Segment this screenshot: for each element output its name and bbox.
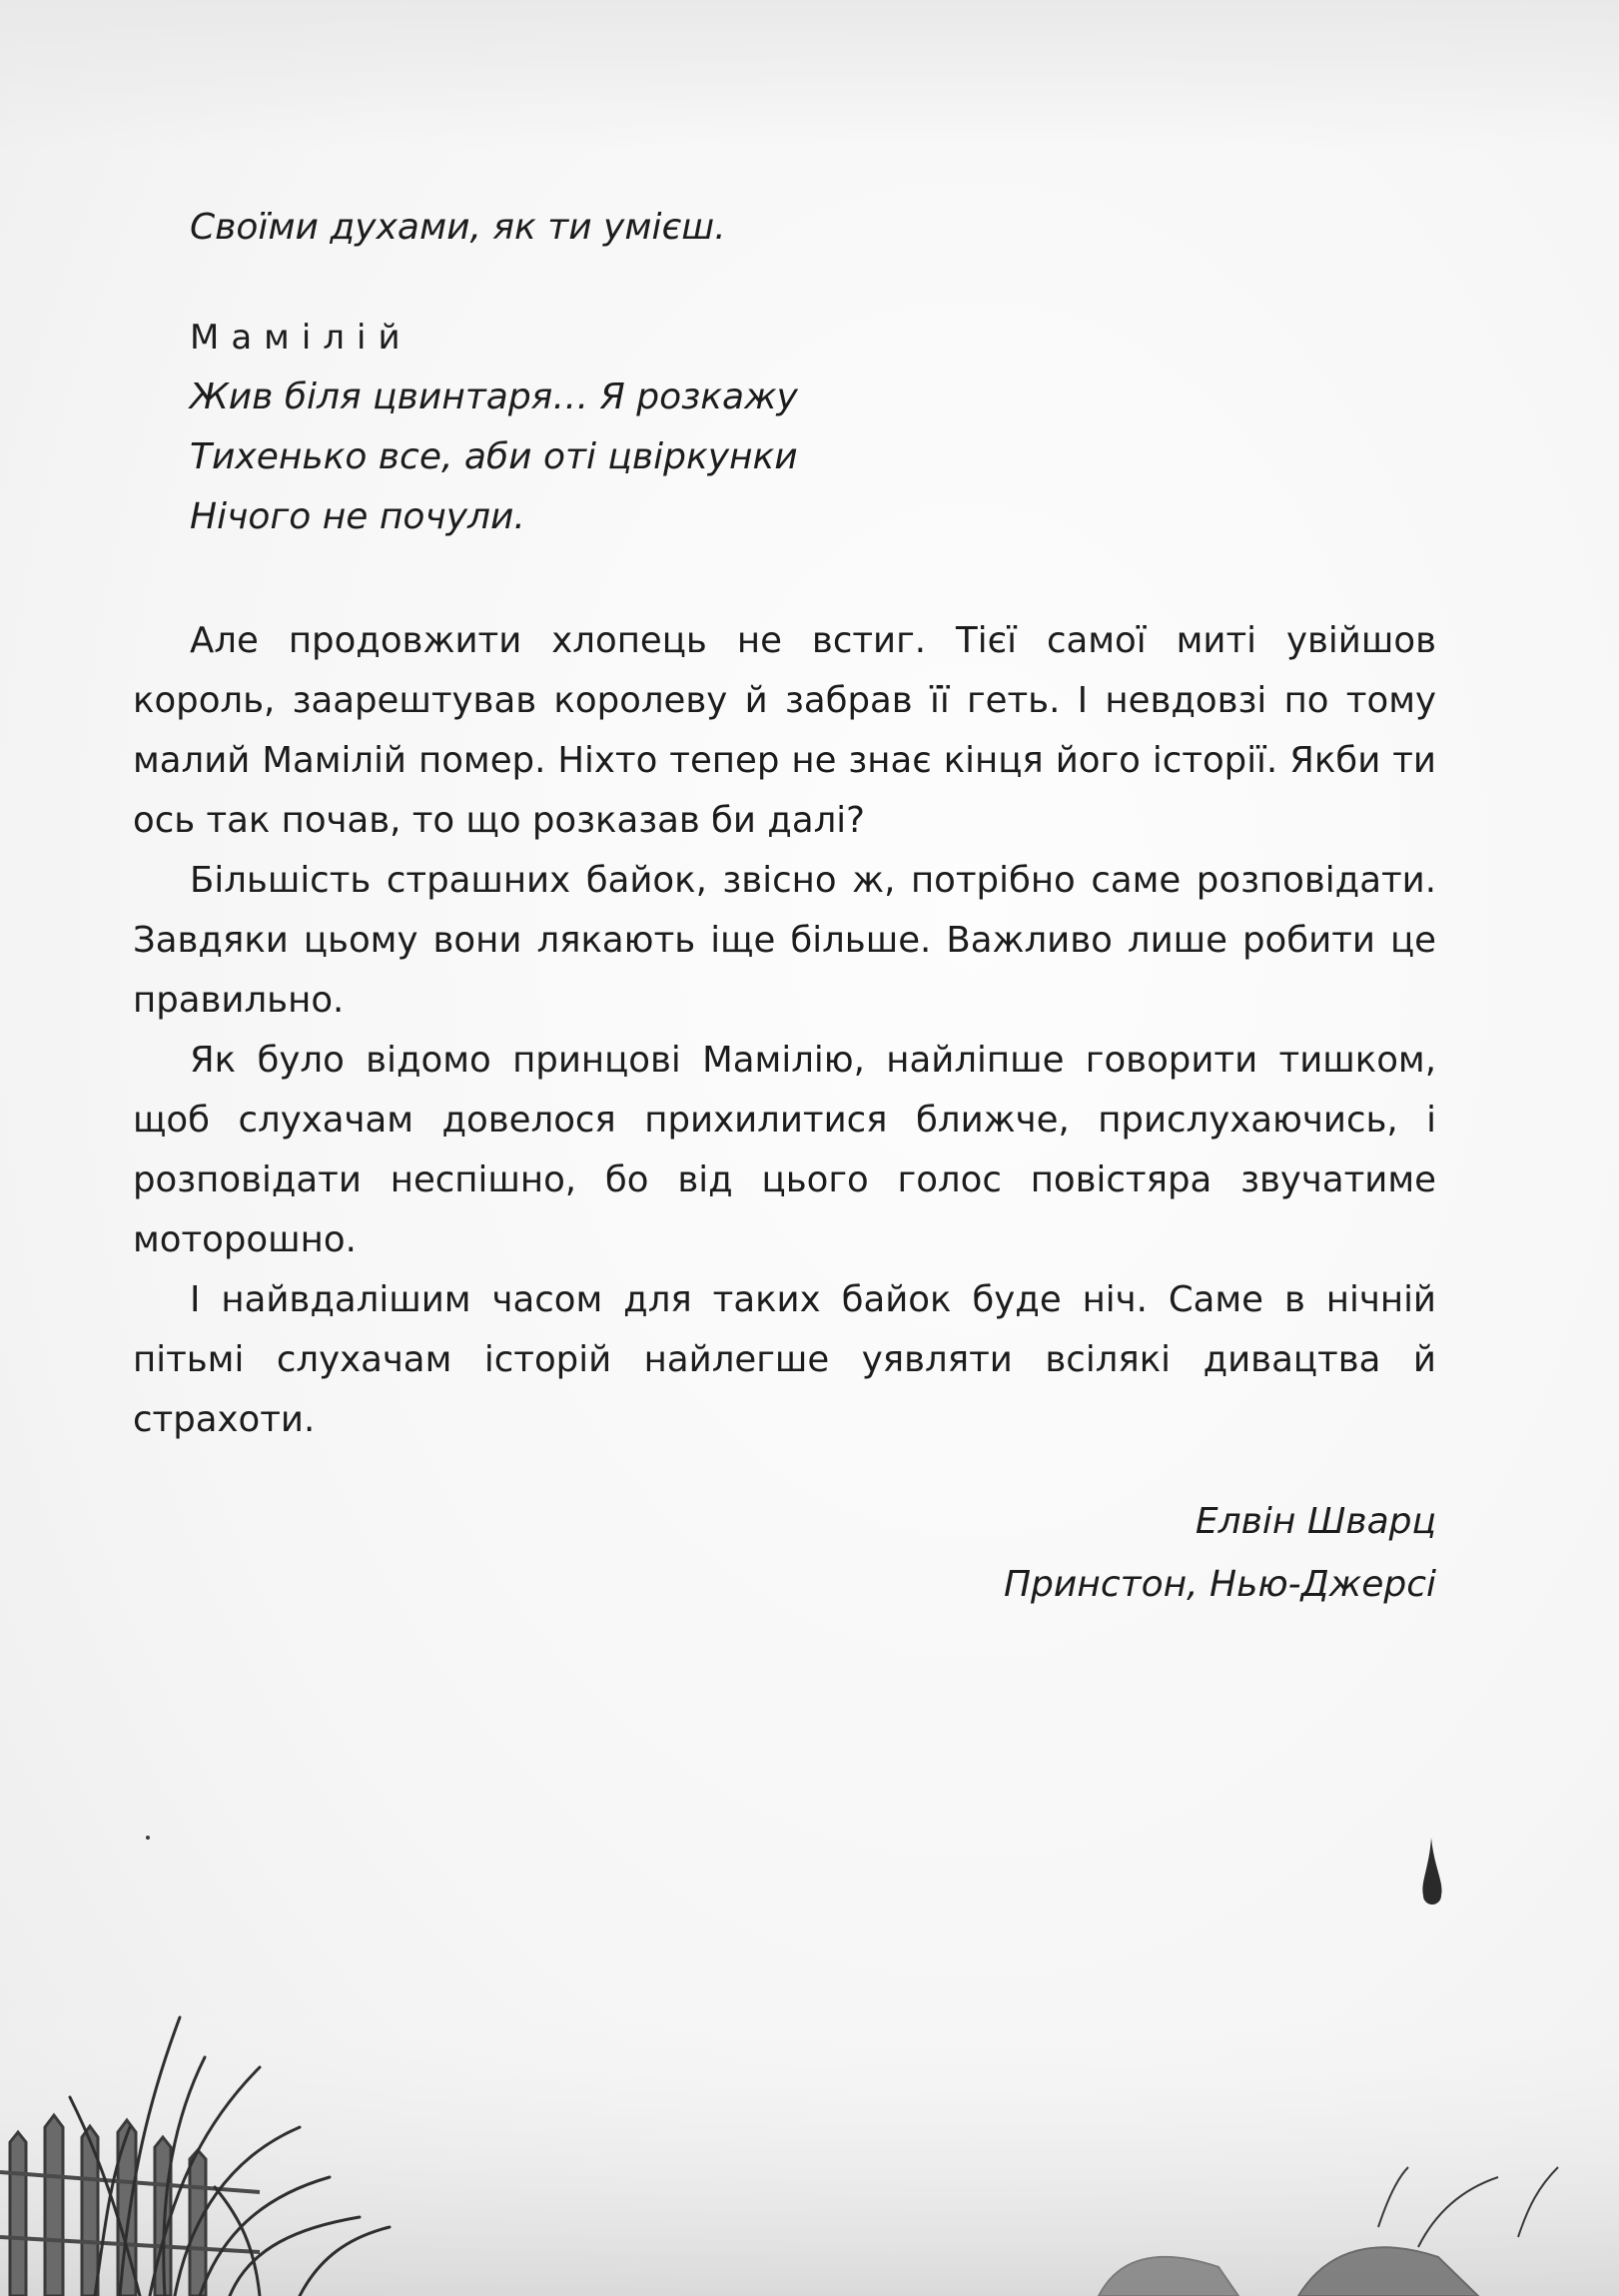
- drip-icon: [1422, 1838, 1441, 1905]
- speaker-name: Мамілій: [190, 318, 412, 358]
- verse-line: Своїми духами, як ти умієш.: [190, 207, 726, 248]
- paragraph: І найвдалішим часом для таких байок буде ніч. Саме в нічній пітьмі слухачам історій найлегше уявляти всілякі дивацтва й страхоти.: [133, 1279, 1436, 1440]
- paragraph: Більшість страшних байок, звісно ж, потрібно саме розповідати. Завдяки цьому вони лякають іще більше. Важливо лише робити це правильно.: [133, 860, 1436, 1021]
- speck-icon: [146, 1836, 150, 1840]
- fence-grass-illustration: [0, 1798, 1619, 2296]
- signature-block: [1004, 1490, 1436, 1616]
- verse-line: Тихенько все, аби оті цвіркунки: [190, 436, 798, 477]
- author-place: Принстон, Нью-Джерсі: [1003, 1564, 1436, 1605]
- page-shadow: [0, 0, 1619, 150]
- paragraph: Але продовжити хлопець не встиг. Тієї самої миті увійшов король, заарештував королеву й забрав її геть. І невдовзі по тому малий Мамілій помер. Ніхто тепер не знає кінця його історії. Якби ти ось так почав, то що розказав би далі?: [133, 620, 1436, 841]
- prose-body: [133, 611, 1436, 1450]
- paragraph: Як було відомо принцові Мамілію, найліпше говорити тишком, щоб слухачам довелося прихилитися ближче, прислухаючись, і розповідати неспішно, бо від цього голос повістяра звучатиме моторошно.: [133, 1040, 1436, 1260]
- verse-line: Жив біля цвинтаря… Я розкажу: [190, 377, 798, 417]
- author-name: Елвін Шварц: [1195, 1501, 1436, 1542]
- verse-block: [190, 198, 1388, 547]
- verse-line: Нічого не почули.: [190, 496, 525, 537]
